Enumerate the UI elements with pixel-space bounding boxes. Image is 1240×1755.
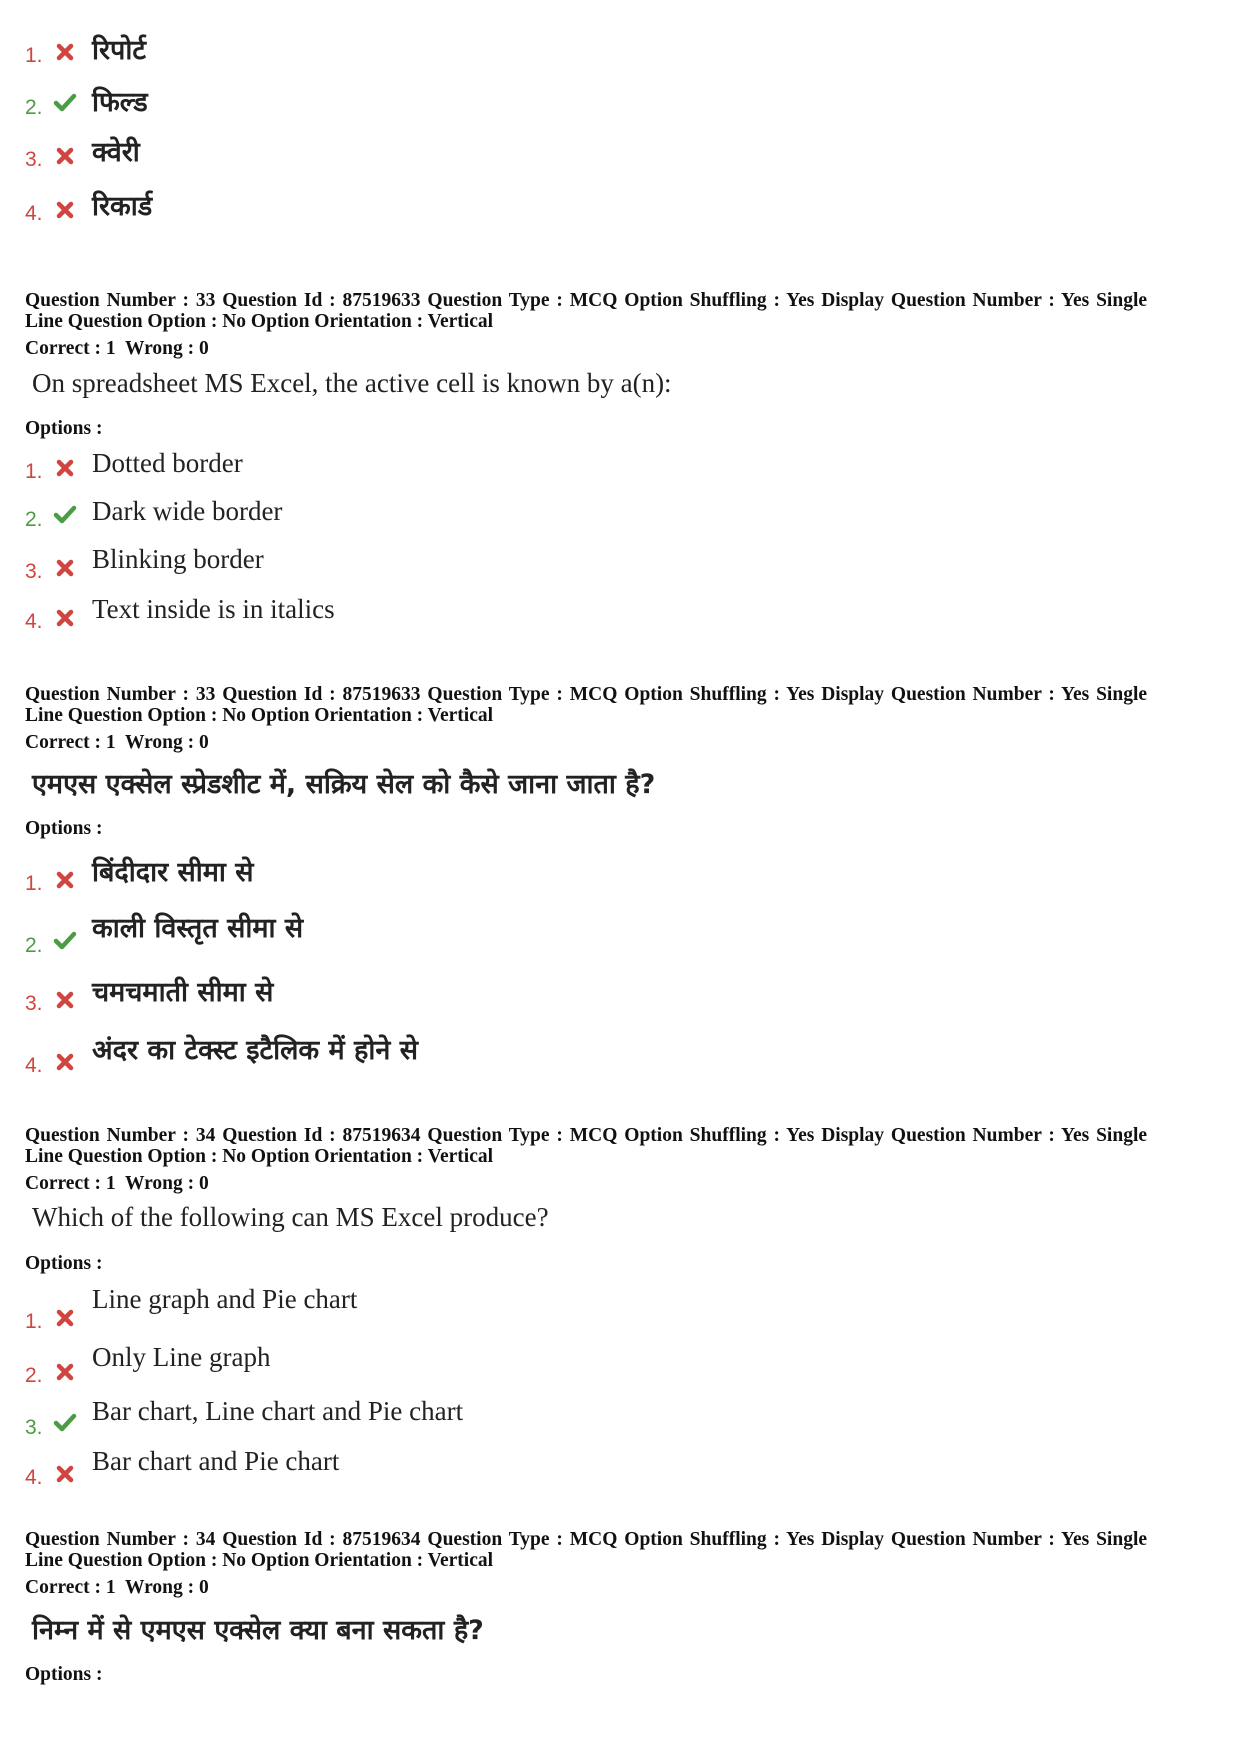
option-text: Dark wide border	[92, 496, 283, 526]
cross-icon	[53, 144, 77, 168]
option-number: 3.	[25, 992, 43, 1015]
cross-icon	[53, 456, 77, 480]
option-item	[0, 858, 1240, 898]
option-text: Bar chart, Line chart and Pie chart	[92, 1396, 464, 1426]
option-number: 4.	[25, 1054, 43, 1077]
option-item	[0, 30, 1240, 70]
option-number: 2.	[25, 96, 43, 119]
meta-line: Line Question Option : No Option Orientation : Vertical	[25, 1550, 494, 1571]
option-number: 2.	[25, 934, 43, 957]
option-item	[0, 82, 1240, 122]
option-text: रिकार्ड	[92, 191, 153, 222]
option-number: 3.	[25, 1416, 43, 1439]
cross-icon	[53, 606, 77, 630]
meta-line: Line Question Option : No Option Orientation : Vertical	[25, 1146, 494, 1167]
option-number: 4.	[25, 202, 43, 225]
option-item	[0, 1342, 1240, 1390]
option-item	[0, 978, 1240, 1018]
cross-icon	[53, 988, 77, 1012]
option-text: क्वेरी	[92, 137, 140, 168]
option-item	[0, 1035, 1240, 1080]
options-label: Options :	[25, 1253, 103, 1274]
option-text: Dotted border	[92, 448, 243, 478]
cross-icon	[53, 1462, 77, 1486]
question-meta	[25, 684, 1215, 726]
check-icon	[53, 1410, 77, 1434]
option-text: Line graph and Pie chart	[92, 1284, 358, 1314]
meta-line: Question Number : 33 Question Id : 87519633 Question Type : MCQ Option Shuffling : Yes Display Question Number : Yes Single	[25, 684, 1148, 705]
score-line: Correct : 1 Wrong : 0	[25, 338, 209, 359]
option-text: Only Line graph	[92, 1342, 271, 1372]
option-text: बिंदीदार सीमा से	[92, 857, 254, 888]
meta-line: Question Number : 34 Question Id : 87519634 Question Type : MCQ Option Shuffling : Yes Display Question Number : Yes Single	[25, 1529, 1148, 1550]
option-item	[0, 1284, 1240, 1336]
option-number: 3.	[25, 560, 43, 583]
cross-icon	[53, 198, 77, 222]
cross-icon	[53, 556, 77, 580]
check-icon	[53, 502, 77, 526]
option-item	[0, 188, 1240, 228]
check-icon	[53, 928, 77, 952]
question-text: निम्न में से एमएस एक्सेल क्या बना सकता है?	[32, 1615, 484, 1646]
meta-line: Line Question Option : No Option Orientation : Vertical	[25, 705, 494, 726]
question-meta	[25, 1529, 1215, 1571]
option-text: Text inside is in italics	[92, 594, 335, 624]
option-number: 2.	[25, 1364, 43, 1387]
question-meta	[25, 290, 1215, 332]
option-item	[0, 913, 1240, 960]
option-number: 4.	[25, 1466, 43, 1489]
option-text: Bar chart and Pie chart	[92, 1446, 340, 1476]
score-line: Correct : 1 Wrong : 0	[25, 732, 209, 753]
option-number: 1.	[25, 1310, 43, 1333]
option-text: अंदर का टेक्स्ट इटैलिक में होने से	[92, 1035, 419, 1066]
check-icon	[53, 90, 77, 114]
option-item	[0, 1396, 1240, 1442]
score-line: Correct : 1 Wrong : 0	[25, 1577, 209, 1598]
meta-line: Line Question Option : No Option Orientation : Vertical	[25, 311, 494, 332]
option-text: चमचमाती सीमा से	[92, 977, 274, 1008]
option-item	[0, 446, 1240, 486]
options-label: Options :	[25, 818, 103, 839]
option-text: फिल्ड	[92, 87, 148, 118]
option-text: काली विस्तृत सीमा से	[92, 913, 304, 944]
option-item	[0, 596, 1240, 636]
option-number: 3.	[25, 148, 43, 171]
option-text: रिपोर्ट	[92, 35, 146, 66]
question-text: On spreadsheet MS Excel, the active cell is known by a(n):	[32, 368, 672, 398]
cross-icon	[53, 1306, 77, 1330]
option-item	[0, 134, 1240, 174]
option-item	[0, 546, 1240, 586]
question-text: एमएस एक्सेल स्प्रेडशीट में, सक्रिय सेल को कैसे जाना जाता है?	[32, 769, 656, 800]
question-meta	[25, 1125, 1215, 1167]
option-number: 4.	[25, 610, 43, 633]
question-text: Which of the following can MS Excel produce?	[32, 1202, 549, 1232]
options-label: Options :	[25, 1664, 103, 1685]
cross-icon	[53, 40, 77, 64]
meta-line: Question Number : 34 Question Id : 87519634 Question Type : MCQ Option Shuffling : Yes Display Question Number : Yes Single	[25, 1125, 1148, 1146]
meta-line: Question Number : 33 Question Id : 87519633 Question Type : MCQ Option Shuffling : Yes Display Question Number : Yes Single	[25, 290, 1148, 311]
option-item	[0, 494, 1240, 534]
option-text: Blinking border	[92, 544, 264, 574]
cross-icon	[53, 868, 77, 892]
option-number: 1.	[25, 872, 43, 895]
option-number: 2.	[25, 508, 43, 531]
option-number: 1.	[25, 44, 43, 67]
option-number: 1.	[25, 460, 43, 483]
cross-icon	[53, 1050, 77, 1074]
score-line: Correct : 1 Wrong : 0	[25, 1173, 209, 1194]
option-item	[0, 1446, 1240, 1492]
cross-icon	[53, 1360, 77, 1384]
options-label: Options :	[25, 418, 103, 439]
